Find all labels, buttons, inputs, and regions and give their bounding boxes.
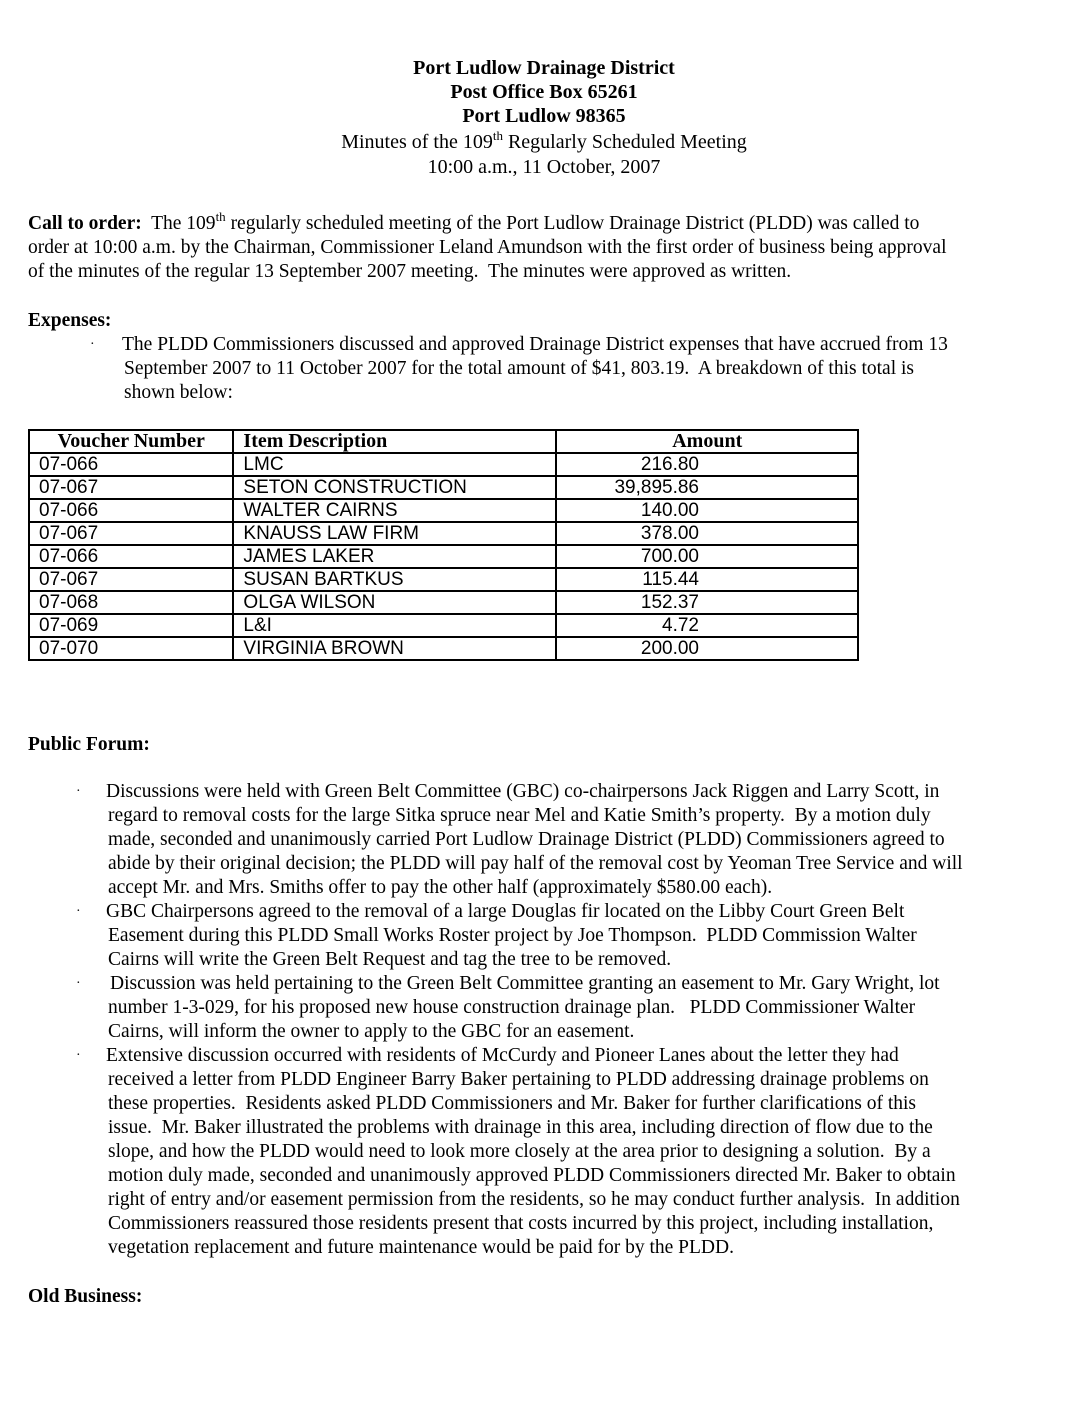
voucher-number-cell: 07-066 bbox=[29, 453, 233, 476]
forum-item-4-line-4: issue. Mr. Baker illustrated the problems with drainage in this area, including direction of flow due to the bbox=[108, 1117, 933, 1138]
forum-item-3-line-1: Discussion was held pertaining to the Green Belt Committee granting an easement to Mr. Gary Wright, lot bbox=[110, 973, 940, 994]
table-row bbox=[29, 591, 858, 614]
item-description-cell: OLGA WILSON bbox=[233, 591, 556, 614]
table-row bbox=[29, 453, 858, 476]
minutes-title bbox=[0, 130, 1088, 155]
table-row bbox=[29, 499, 858, 522]
voucher-number-cell: 07-068 bbox=[29, 591, 233, 614]
document-header bbox=[0, 56, 1088, 180]
call-to-order-sup: th bbox=[215, 209, 226, 224]
forum-item-3-line-3: Cairns, will inform the owner to apply to the GBC for an easement. bbox=[108, 1021, 635, 1042]
voucher-number-cell: 07-066 bbox=[29, 499, 233, 522]
voucher-number-cell: 07-069 bbox=[29, 614, 233, 637]
forum-item-4-line-6: motion duly made, seconded and unanimously approved PLDD Commissioners directed Mr. Baker to obtain bbox=[108, 1165, 956, 1186]
expenses-line-1: The PLDD Commissioners discussed and approved Drainage District expenses that have accrued from 13 bbox=[122, 334, 948, 355]
forum-item-1-line-2: regard to removal costs for the large Sitka spruce near Mel and Katie Smith’s property. By a motion duly bbox=[108, 805, 931, 826]
call-to-order-prefix: The 109 bbox=[141, 213, 216, 234]
forum-item-1-line-1: Discussions were held with Green Belt Committee (GBC) co-chairpersons Jack Riggen and Larry Scott, in bbox=[106, 781, 940, 802]
item-description-cell: VIRGINIA BROWN bbox=[233, 637, 556, 660]
forum-item-4-line-3: these properties. Residents asked PLDD Commissioners and Mr. Baker for further clarifications of this bbox=[108, 1093, 916, 1114]
voucher-number-cell: 07-067 bbox=[29, 522, 233, 545]
forum-item-1-line-5: accept Mr. and Mrs. Smiths offer to pay the other half (approximately $580.00 each). bbox=[108, 877, 773, 898]
old-business-heading: Old Business: bbox=[28, 1286, 143, 1307]
voucher-number-cell: 07-066 bbox=[29, 545, 233, 568]
table-row bbox=[29, 522, 858, 545]
amount-cell: 216.80 bbox=[556, 453, 858, 476]
table-row bbox=[29, 637, 858, 660]
voucher-number-cell: 07-067 bbox=[29, 476, 233, 499]
item-description-cell: KNAUSS LAW FIRM bbox=[233, 522, 556, 545]
forum-item-3-line-2: number 1-3-029, for his proposed new house construction drainage plan. PLDD Commissioner Walter bbox=[108, 997, 916, 1018]
call-to-order-section bbox=[28, 209, 1058, 284]
column-header-voucher-number: Voucher Number bbox=[29, 430, 233, 453]
table-row bbox=[29, 568, 858, 591]
item-description-cell: SETON CONSTRUCTION bbox=[233, 476, 556, 499]
org-name: Port Ludlow Drainage District bbox=[413, 57, 675, 79]
amount-cell: 152.37 bbox=[556, 591, 858, 614]
meeting-datetime: 10:00 a.m., 11 October, 2007 bbox=[427, 156, 661, 178]
voucher-number-cell: 07-067 bbox=[29, 568, 233, 591]
forum-item-2-line-3: Cairns will write the Green Belt Request and tag the tree to be removed. bbox=[108, 949, 672, 970]
public-forum-item-4 bbox=[28, 1044, 1078, 1260]
item-description-cell: SUSAN BARTKUS bbox=[233, 568, 556, 591]
forum-item-4-line-1: Extensive discussion occurred with residents of McCurdy and Pioneer Lanes about the letter they had bbox=[106, 1045, 899, 1066]
voucher-number-cell: 07-070 bbox=[29, 637, 233, 660]
bullet-icon: · bbox=[76, 784, 81, 799]
item-description-cell: LMC bbox=[233, 453, 556, 476]
bullet-icon: · bbox=[76, 904, 81, 919]
amount-cell: 115.44 bbox=[556, 568, 858, 591]
amount-cell: 700.00 bbox=[556, 545, 858, 568]
column-header-item-description: Item Description bbox=[233, 430, 556, 453]
amount-cell: 140.00 bbox=[556, 499, 858, 522]
forum-item-4-line-2: received a letter from PLDD Engineer Barry Baker pertaining to PLDD addressing drainage problems on bbox=[108, 1069, 929, 1090]
address-line-2: Port Ludlow 98365 bbox=[462, 105, 626, 127]
table-row bbox=[29, 476, 858, 499]
bullet-icon: · bbox=[76, 1048, 81, 1063]
public-forum-heading: Public Forum: bbox=[28, 734, 150, 755]
public-forum-item-2 bbox=[28, 900, 1078, 972]
item-description-cell: L&I bbox=[233, 614, 556, 637]
bullet-icon: · bbox=[90, 337, 95, 352]
minutes-title-prefix: Minutes of the 109 bbox=[341, 131, 493, 153]
call-to-order-line-1 bbox=[28, 209, 1058, 236]
call-to-order-line-2: order at 10:00 a.m. by the Chairman, Commissioner Leland Amundson with the first order of business being approval bbox=[28, 237, 947, 258]
expenses-heading: Expenses: bbox=[28, 310, 112, 331]
address-line-1: Post Office Box 65261 bbox=[450, 81, 638, 103]
expenses-line-3: shown below: bbox=[124, 382, 233, 403]
forum-item-2-line-1: GBC Chairpersons agreed to the removal of a large Douglas fir located on the Libby Court Green Belt bbox=[106, 901, 905, 922]
amount-cell: 378.00 bbox=[556, 522, 858, 545]
public-forum-item-1 bbox=[28, 780, 1078, 900]
table-row bbox=[29, 614, 858, 637]
minutes-title-sup: th bbox=[492, 128, 503, 143]
item-description-cell: WALTER CAIRNS bbox=[233, 499, 556, 522]
voucher-table-header-row bbox=[29, 430, 858, 453]
minutes-title-suffix: Regularly Scheduled Meeting bbox=[502, 131, 747, 153]
amount-cell: 39,895.86 bbox=[556, 476, 858, 499]
voucher-table bbox=[28, 429, 859, 661]
call-to-order-line-3: of the minutes of the regular 13 September 2007 meeting. The minutes were approved as written. bbox=[28, 261, 792, 282]
public-forum-item-3 bbox=[28, 972, 1078, 1044]
forum-item-4-line-8: Commissioners reassured those residents present that costs incurred by this project, including installation, bbox=[108, 1213, 934, 1234]
column-header-amount: Amount bbox=[556, 430, 858, 453]
forum-item-4-line-9: vegetation replacement and future maintenance would be paid for by the PLDD. bbox=[108, 1237, 734, 1258]
call-to-order-line-1-rest: regularly scheduled meeting of the Port Ludlow Drainage District (PLDD) was called to bbox=[225, 213, 920, 234]
expenses-bullet-item bbox=[28, 333, 1068, 405]
forum-item-4-line-5: slope, and how the PLDD would need to look more closely at the area prior to designing a solution. By a bbox=[108, 1141, 931, 1162]
expenses-line-2: September 2007 to 11 October 2007 for the total amount of $41, 803.19. A breakdown of this total is bbox=[124, 358, 914, 379]
forum-item-1-line-4: abide by their original decision; the PLDD will pay half of the removal cost by Yeoman Tree Service and will bbox=[108, 853, 963, 874]
forum-item-1-line-3: made, seconded and unanimously carried Port Ludlow Drainage District (PLDD) Commissioners agreed to bbox=[108, 829, 945, 850]
amount-cell: 4.72 bbox=[556, 614, 858, 637]
forum-item-2-line-2: Easement during this PLDD Small Works Roster project by Joe Thompson. PLDD Commission Walter bbox=[108, 925, 917, 946]
item-description-cell: JAMES LAKER bbox=[233, 545, 556, 568]
call-to-order-label: Call to order: bbox=[28, 213, 142, 234]
amount-cell: 200.00 bbox=[556, 637, 858, 660]
bullet-icon: · bbox=[76, 976, 81, 991]
table-row bbox=[29, 545, 858, 568]
forum-item-4-line-7: right of entry and/or easement permission from the residents, so he may conduct further analysis. In addition bbox=[108, 1189, 960, 1210]
